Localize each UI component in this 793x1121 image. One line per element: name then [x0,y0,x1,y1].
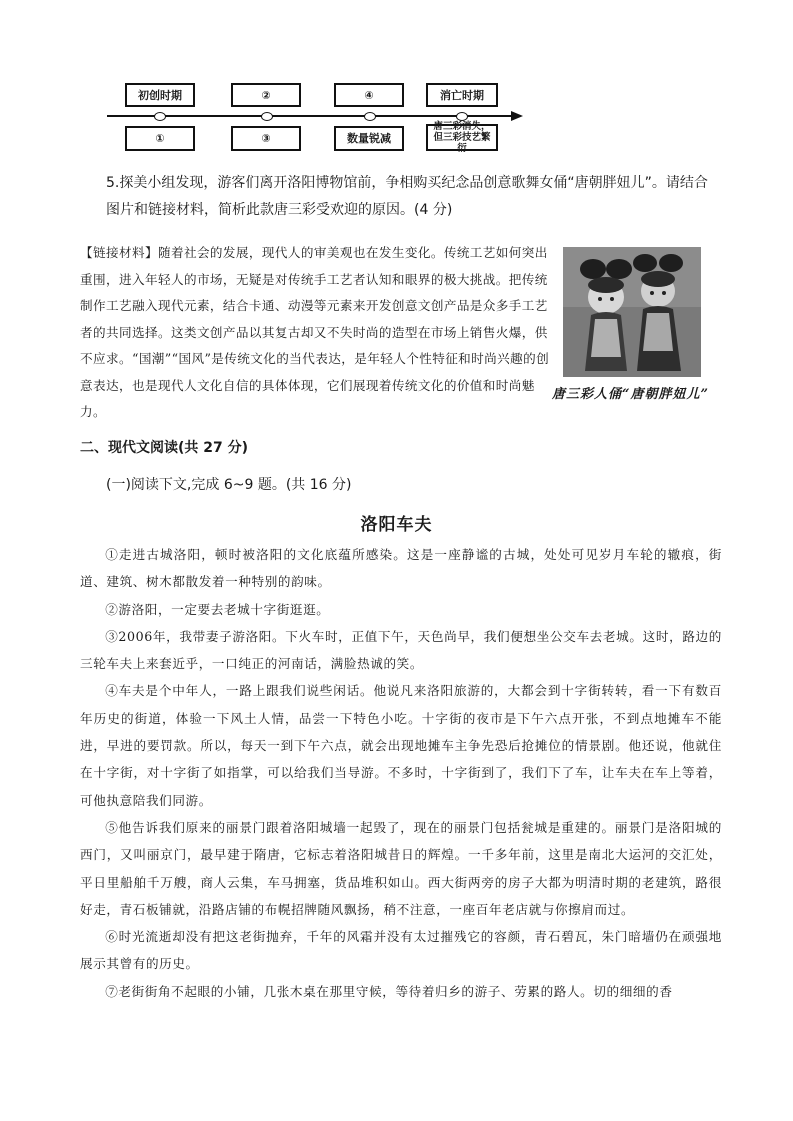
article-paragraph-6: ⑥时光流逝却没有把这老街抛弃，千年的风霜并没有太过摧残它的容颜，青石碧瓦，朱门暗墙仍在顽强地展示其曾有的历史。 [80,929,722,972]
article-title: 洛阳车夫 [360,515,433,535]
timeline-box-bottom-3: 数量锐减 [334,126,404,151]
timeline-box-top-4: 消亡时期 [426,83,498,107]
photo-caption: 唐三彩人俑“唐朝胖妞儿” [552,387,709,402]
article-paragraph-2: ②游洛阳，一定要去老城十字街逛逛。 [105,601,330,617]
article-paragraph-5: ⑤他告诉我们原来的丽景门跟着洛阳城墙一起毁了，现在的丽景门包括瓮城是重建的。丽景门是洛阳城的西门，又叫丽京门，最早建于隋唐，它标志着洛阳城昔日的辉煌。一千多年前，这里是南北大运河的交汇处，平日里船舶千万艘，商人云集，车马拥塞，货品堆积如山。西大街两旁的房子大都为明清时期的老建筑，路很好走，青石板铺就，沿路店铺的布幌招牌随风飘扬，稍不注意，一座百年老店就与你擦肩而过。 [80,819,722,917]
timeline-node [154,112,166,121]
question-5: 5.探美小组发现，游客们离开洛阳博物馆前，争相购买纪念品创意歌舞女俑“唐朝胖妞儿”。请结合图片和链接材料，简析此款唐三彩受欢迎的原因。(4 分) [106,175,708,218]
article-paragraph-1: ①走进古城洛阳，顿时被洛阳的文化底蕴所感染。这是一座静谧的古城，处处可见岁月车轮的辙痕，街道、建筑、树木都散发着一种特别的韵味。 [80,547,722,590]
article-paragraph-7: ⑦老街街角不起眼的小铺，几张木桌在那里守候，等待着归乡的游子、劳累的路人。切的细细的香 [105,983,673,999]
timeline-box-bottom-2: ③ [231,126,301,151]
article-paragraph-3: ③2006年，我带妻子游洛阳。下火车时，正值下午，天色尚早，我们便想坐公交车去老城。这时，路边的三轮车夫上来套近乎，一口纯正的河南话，满脸热诚的笑。 [80,628,722,672]
timeline-box-bottom-4: 唐三彩消失，但三彩技艺繁衍 [426,124,498,151]
timeline-node [364,112,376,121]
article-paragraph-4: ④车夫是个中年人，一路上跟我们说些闲话。他说凡来洛阳旅游的，大都会到十字街转转，看一下有数百年历史的街道，体验一下风土人情，品尝一下特色小吃。十字街的夜市是下午六点开张，不到点地摊车不能进，早进的要罚款。所以，每天一到下午六点，就会出现地摊车主争先恐后抢摊位的情景剧。他还说，他就住在十字街，对十字街了如指掌，可以给我们当导游。不多时，十字街到了，我们下了车，让车夫在车上等着，可他执意陪我们同游。 [80,683,722,808]
timeline-box-bottom-1: ① [125,126,195,151]
tang-sancai-figurine-photo [563,247,701,377]
figurine-illustration [563,247,701,377]
timeline-box-top-2: ② [231,83,301,107]
article-body [80,541,722,1005]
timeline-box-top-3: ④ [334,83,404,107]
timeline-node [456,112,468,121]
section-heading: 二、现代文阅读(共 27 分) [80,440,249,456]
subsection-heading: (一)阅读下文,完成 6~9 题。(共 16 分) [106,477,352,493]
timeline-box-top-1: 初创时期 [125,83,195,107]
link-material-paragraph: 【链接材料】随着社会的发展，现代人的审美观也在发生变化。传统工艺如何突出重围，进入年轻人的市场，无疑是对传统手工艺者认知和眼界的极大挑战。把传统制作工艺融入现代元素，结合卡通、动漫等元素来开发创意文创产品是众多手工艺者的共同选择。这类文创产品以其复古却又不失时尚的造型在市场上销售火爆，供不应求。“国潮”“国风”是传统文化的当代表达，是年轻人个性特征和时尚兴趣的创意表达，也是现代人文化自信的具体体现，它们展现着传统文化的价值和时尚魅力。 [80,245,550,419]
timeline-node [261,112,273,121]
